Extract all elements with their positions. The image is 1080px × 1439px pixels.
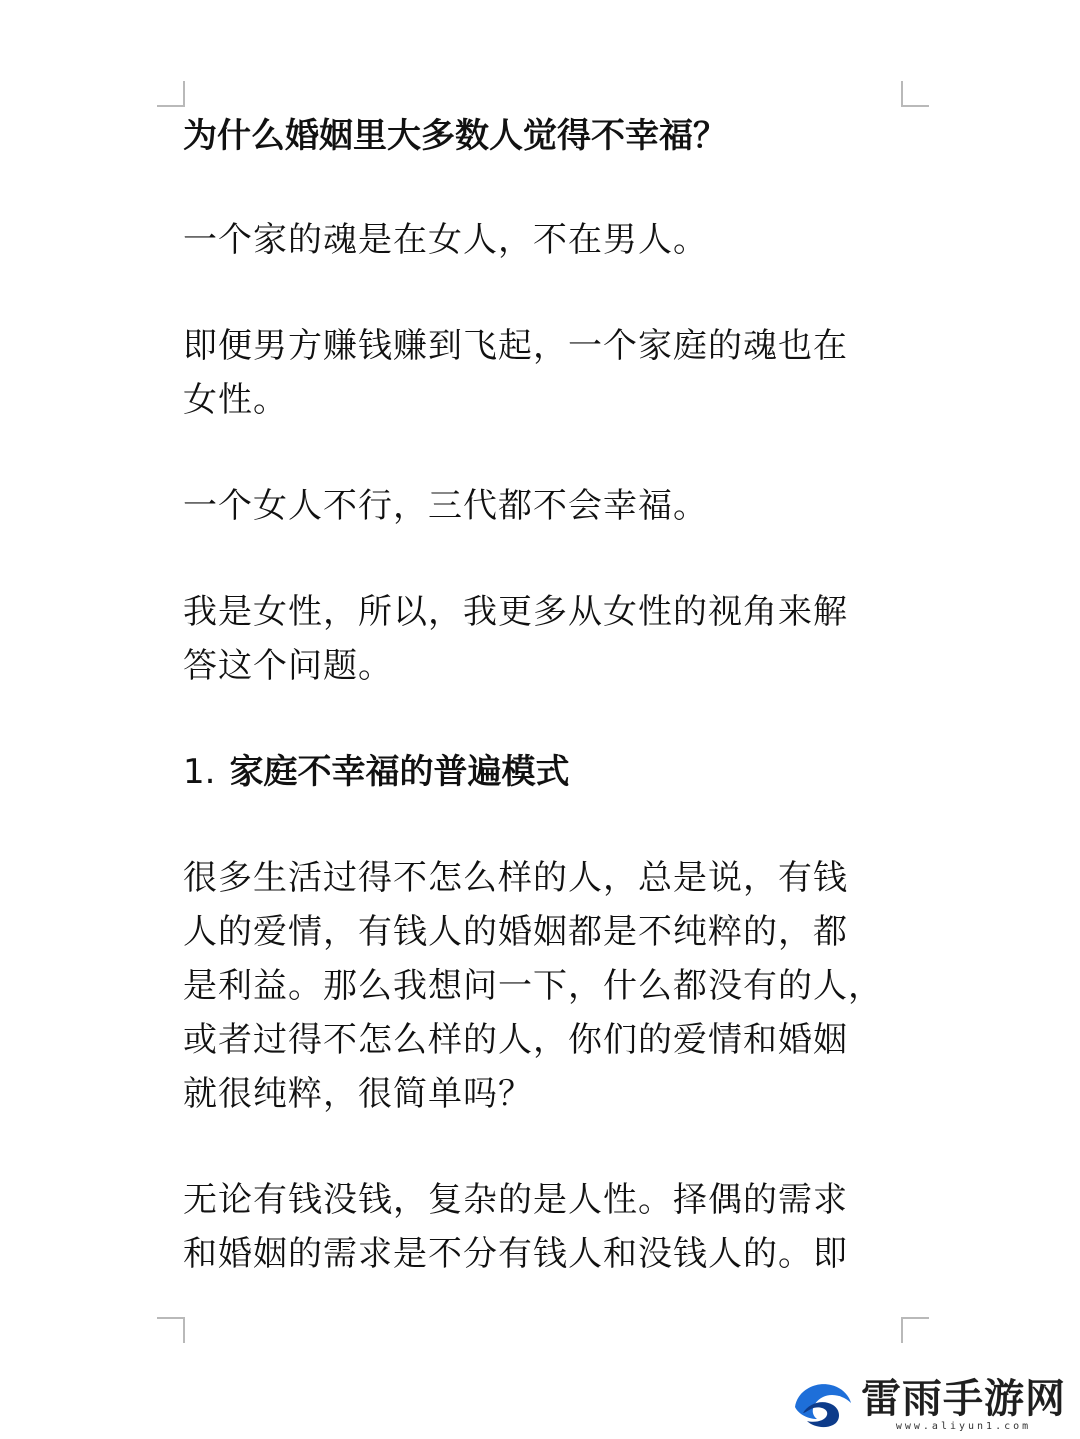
paragraph-line: 很多生活过得不怎么样的人，总是说，有钱	[183, 858, 848, 898]
watermark-site-name: 雷雨手游网	[861, 1375, 1066, 1422]
paragraph-line: 我是女性，所以，我更多从女性的视角来解	[183, 592, 848, 632]
paragraph	[183, 319, 923, 427]
watermark-site-url: www.aliyun1.com	[895, 1421, 1032, 1432]
wave-logo-icon	[789, 1377, 855, 1433]
document-body	[183, 108, 923, 1333]
crop-mark-top-left	[157, 81, 185, 107]
section-number: 1.	[183, 752, 216, 792]
paragraph-line: 答这个问题。	[183, 646, 393, 686]
paragraph-line: 是利益。那么我想问一下，什么都没有的人，	[183, 966, 883, 1006]
paragraph-line: 无论有钱没钱，复杂的是人性。择偶的需求	[183, 1180, 848, 1220]
paragraph-line: 一个女人不行，三代都不会幸福。	[183, 486, 708, 526]
crop-mark-bottom-left	[157, 1317, 185, 1343]
paragraph-line: 和婚姻的需求是不分有钱人和没钱人的。即	[183, 1234, 848, 1274]
paragraph	[183, 479, 923, 533]
document-title: 为什么婚姻里大多数人觉得不幸福？	[183, 116, 727, 156]
paragraph	[183, 213, 923, 267]
section-heading-text: 家庭不幸福的普遍模式	[229, 752, 570, 792]
paragraph-line: 或者过得不怎么样的人，你们的爱情和婚姻	[183, 1020, 848, 1060]
site-watermark	[789, 1377, 1066, 1433]
paragraph	[183, 851, 923, 1121]
paragraph-line: 即便男方赚钱赚到飞起，一个家庭的魂也在	[183, 326, 848, 366]
paragraph-line: 就很纯粹，很简单吗？	[183, 1074, 533, 1114]
watermark-text	[861, 1377, 1066, 1433]
paragraph-line: 一个家的魂是在女人，不在男人。	[183, 220, 708, 260]
paragraph-line: 人的爱情，有钱人的婚姻都是不纯粹的，都	[183, 912, 848, 952]
paragraph	[183, 585, 923, 693]
section-heading	[183, 745, 923, 799]
crop-mark-top-right	[901, 81, 929, 107]
paragraph	[183, 1173, 923, 1281]
paragraph-line: 女性。	[183, 380, 288, 420]
